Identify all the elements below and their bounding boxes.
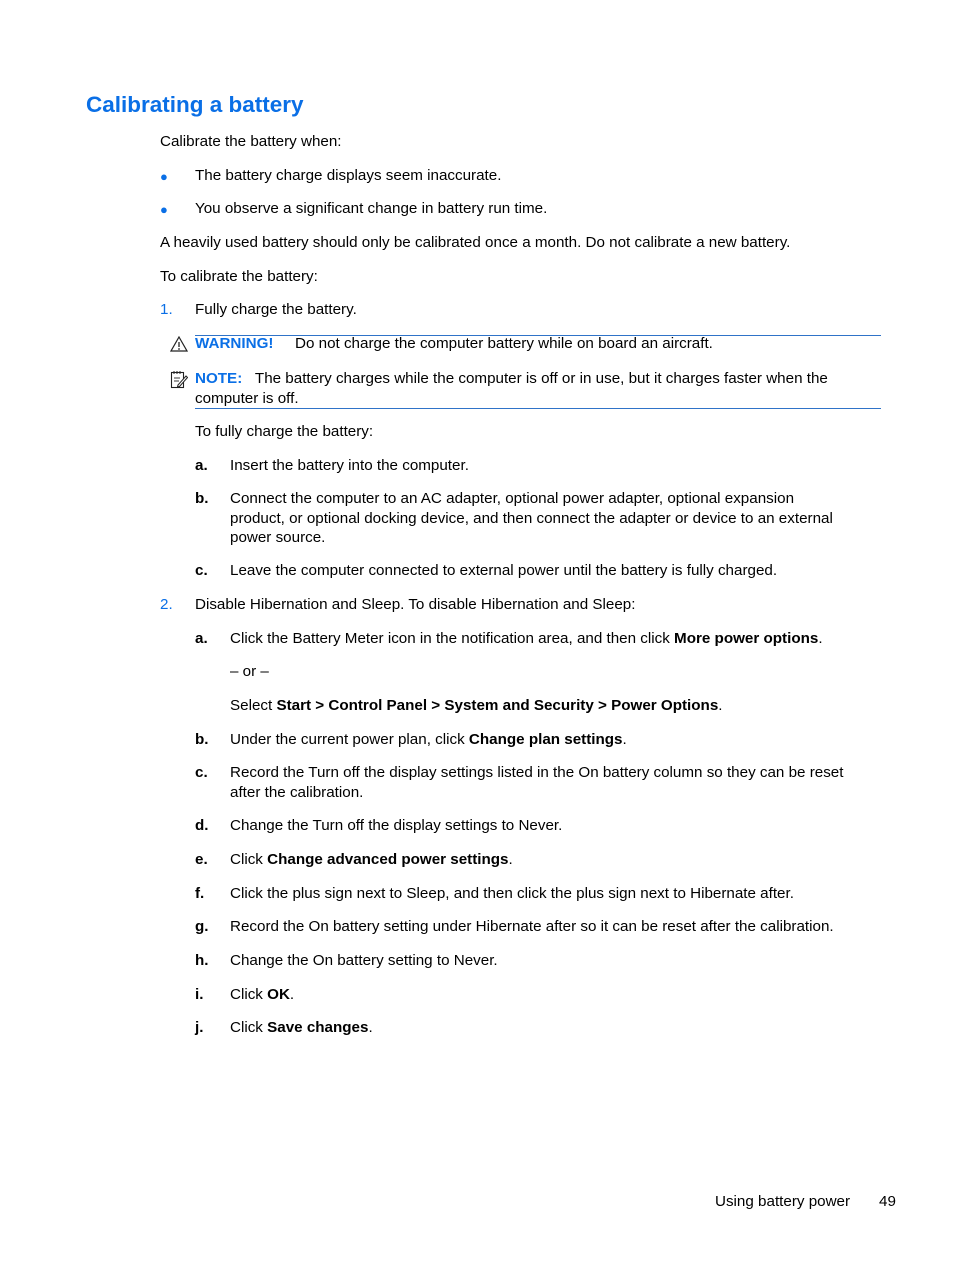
warning-triangle-icon — [170, 336, 188, 352]
substep-1b-line-1: Connect the computer to an AC adapter, optional power adapter, optional expansion — [230, 490, 795, 507]
step-number: 2. — [160, 596, 173, 613]
substep-2a-pre: Click the Battery Meter icon in the notification area, and then click — [230, 630, 675, 647]
ui-term-change-plan-settings: Change plan settings — [468, 731, 623, 748]
step-2-text: Disable Hibernation and Sleep. To disable Hibernation and Sleep: — [195, 596, 636, 613]
substep-2c-line-2: after the calibration. — [230, 783, 364, 801]
bullet-icon: ● — [160, 202, 168, 217]
ui-term-ok: OK — [267, 986, 290, 1003]
substep-1b-line-2: product, or optional docking device, and then connect the adapter or device to an external — [230, 509, 833, 527]
bullet-item-2: You observe a significant change in battery run time. — [195, 200, 548, 217]
note-label: NOTE: — [195, 370, 243, 387]
substep-letter: j. — [195, 1019, 204, 1036]
warning-label: WARNING! — [195, 335, 274, 352]
substep-2i-text — [230, 985, 294, 1005]
substep-2i-post: . — [289, 986, 295, 1003]
substep-letter: g. — [195, 918, 209, 935]
paragraph-heavy-use: A heavily used battery should only be calibrated once a month. Do not calibrate a new battery. — [160, 234, 791, 251]
substep-2e-text — [230, 850, 513, 870]
ui-term-control-panel-path: Start > Control Panel > System and Security > Power Options — [276, 697, 719, 714]
substep-letter: b. — [195, 490, 209, 507]
substep-1b-text — [230, 489, 833, 548]
substep-2a-text — [230, 629, 823, 649]
paragraph-to-calibrate: To calibrate the battery: — [160, 268, 318, 285]
ui-term-more-power-options: More power options — [674, 630, 819, 647]
substep-1b-line-3: power source. — [230, 529, 326, 546]
note-text-line-1: The battery charges while the computer is off or in use, but it charges faster when the — [254, 370, 828, 387]
substep-2c-line-1: Record the Turn off the display settings listed in the On battery column so they can be reset — [230, 764, 844, 781]
note-pad-icon — [170, 370, 188, 389]
bullet-item-1: The battery charge displays seem inaccurate. — [195, 167, 502, 184]
substep-letter: a. — [195, 630, 208, 647]
substep-2h-text: Change the On battery setting to Never. — [230, 952, 498, 969]
select-path-pre: Select — [230, 697, 277, 714]
substep-1c-text: Leave the computer connected to external power until the battery is fully charged. — [230, 562, 778, 579]
fully-charge-intro: To fully charge the battery: — [195, 423, 374, 440]
substep-2b-text — [230, 730, 627, 750]
substep-2e-post: . — [508, 851, 513, 868]
note-block — [195, 369, 885, 408]
page-title: Calibrating a battery — [86, 92, 304, 117]
substep-letter: a. — [195, 457, 208, 474]
substep-letter: c. — [195, 562, 208, 579]
substep-2j-text — [230, 1018, 373, 1038]
bullet-icon: ● — [160, 169, 168, 184]
substep-1a-text: Insert the battery into the computer. — [230, 457, 469, 474]
or-separator: – or – — [230, 663, 269, 680]
substep-letter: f. — [195, 885, 205, 902]
substep-letter: c. — [195, 764, 208, 781]
substep-2g-text: Record the On battery setting under Hibernate after so it can be reset after the calibration. — [230, 918, 834, 935]
substep-2b-pre: Under the current power plan, click — [230, 731, 469, 748]
substep-letter: d. — [195, 817, 209, 834]
substep-2e-pre: Click — [230, 851, 268, 868]
substep-2j-pre: Click — [230, 1019, 268, 1036]
substep-letter: h. — [195, 952, 209, 969]
substep-2j-post: . — [368, 1019, 373, 1036]
select-path-post: . — [718, 697, 723, 714]
substep-letter: b. — [195, 731, 209, 748]
intro-text: Calibrate the battery when: — [160, 133, 342, 150]
step-number: 1. — [160, 301, 173, 318]
substep-2b-post: . — [622, 731, 627, 748]
note-text-line-2: computer is off. — [195, 389, 299, 407]
substep-2c-text — [230, 763, 843, 802]
substep-letter: e. — [195, 851, 208, 868]
ui-term-change-advanced-power-settings: Change advanced power settings — [267, 851, 509, 868]
step-1-text: Fully charge the battery. — [195, 301, 357, 318]
select-path-text — [230, 696, 723, 716]
footer-page-number: 49 — [879, 1193, 896, 1210]
footer-section-title: Using battery power — [715, 1193, 851, 1210]
substep-2f-text: Click the plus sign next to Sleep, and then click the plus sign next to Hibernate after. — [230, 885, 794, 902]
warning-text: Do not charge the computer battery while on board an aircraft. — [295, 335, 713, 352]
ui-term-save-changes: Save changes — [267, 1019, 369, 1036]
callout-bottom-rule — [195, 408, 881, 409]
substep-letter: i. — [195, 986, 204, 1003]
substep-2d-text: Change the Turn off the display settings to Never. — [230, 817, 563, 834]
substep-2a-post: . — [818, 630, 823, 647]
substep-2i-pre: Click — [230, 986, 268, 1003]
